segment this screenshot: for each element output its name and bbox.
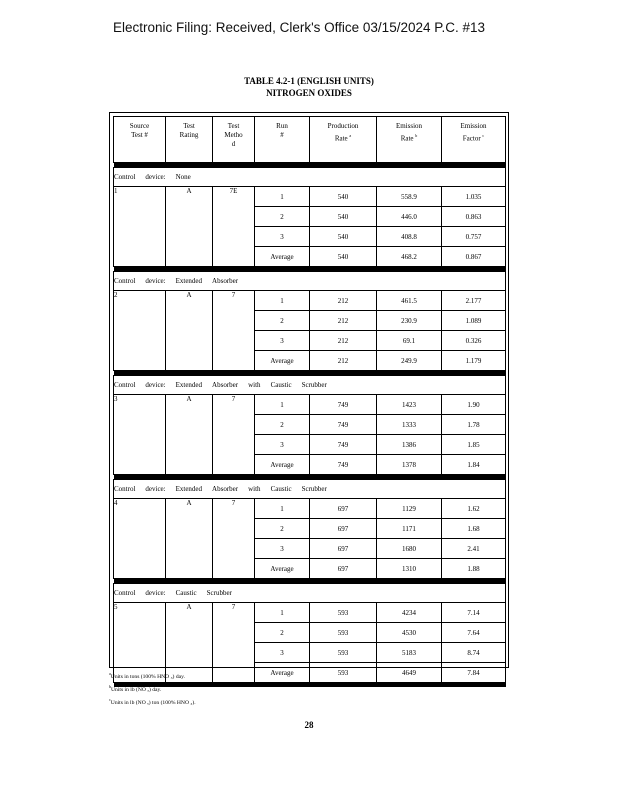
- run-cell: Average: [255, 455, 310, 475]
- control-device-word: Caustic: [270, 485, 292, 493]
- column-header-line: Run: [276, 122, 288, 130]
- column-header-line: Source: [129, 122, 150, 130]
- table-row: [114, 499, 506, 519]
- emission-rate-cell: 1310: [377, 559, 442, 579]
- emission-factor-cell: 1.85: [442, 435, 506, 455]
- control-device-row: [114, 376, 506, 395]
- control-device-word: Control: [114, 277, 136, 285]
- production-rate-cell: 212: [310, 291, 377, 311]
- column-header-line: Rate $^a$: [334, 133, 352, 143]
- control-device-word: Scrubber: [206, 589, 232, 597]
- control-device-word: with: [248, 485, 261, 493]
- footnotes: [109, 669, 196, 708]
- emission-rate-cell: 1171: [377, 519, 442, 539]
- emission-rate-cell: 249.9: [377, 351, 442, 371]
- production-rate-cell: 540: [310, 187, 377, 207]
- column-header: [442, 117, 506, 163]
- production-rate-cell: 697: [310, 559, 377, 579]
- filing-header: Electronic Filing: Received, Clerk's Office 03/15/2024 P.C. #13: [113, 20, 486, 35]
- emission-factor-cell: 0.326: [442, 331, 506, 351]
- run-cell: 3: [255, 435, 310, 455]
- control-device-word: Absorber: [212, 381, 239, 389]
- section-rule: [114, 475, 506, 479]
- run-cell: 2: [255, 623, 310, 643]
- table-title: TABLE 4.2-1 (ENGLISH UNITS): [244, 76, 374, 86]
- control-device-row: [114, 584, 506, 603]
- control-device-word: with: [248, 381, 261, 389]
- production-rate-cell: 212: [310, 311, 377, 331]
- control-device-word: Absorber: [212, 277, 239, 285]
- production-rate-cell: 212: [310, 331, 377, 351]
- run-cell: Average: [255, 559, 310, 579]
- control-device-word: Control: [114, 381, 136, 389]
- production-rate-cell: 749: [310, 395, 377, 415]
- emission-rate-cell: 461.5: [377, 291, 442, 311]
- table-row: [114, 187, 506, 207]
- production-rate-cell: 593: [310, 643, 377, 663]
- source-test-cell: 1: [114, 187, 166, 267]
- test-method-cell: 7: [213, 291, 255, 371]
- emission-factor-cell: 1.88: [442, 559, 506, 579]
- column-header-line: Test: [183, 122, 195, 130]
- emission-factor-cell: 1.089: [442, 311, 506, 331]
- emission-rate-cell: 1680: [377, 539, 442, 559]
- emission-rate-cell: 1129: [377, 499, 442, 519]
- run-cell: 3: [255, 643, 310, 663]
- run-cell: 3: [255, 227, 310, 247]
- column-header-line: Emission: [395, 122, 423, 130]
- control-device-row: [114, 272, 506, 291]
- emission-rate-cell: 4234: [377, 603, 442, 623]
- section-rule: [114, 267, 506, 271]
- emission-rate-cell: 69.1: [377, 331, 442, 351]
- emissions-table: [113, 116, 506, 687]
- run-cell: 1: [255, 291, 310, 311]
- emission-factor-cell: 8.74: [442, 643, 506, 663]
- emission-rate-cell: 230.9: [377, 311, 442, 331]
- footnote: $^b$Units in lb (NO ₓ) day.: [109, 683, 162, 693]
- run-cell: 1: [255, 395, 310, 415]
- production-rate-cell: 697: [310, 539, 377, 559]
- column-header-line: Metho: [224, 131, 243, 139]
- column-header: [166, 117, 213, 163]
- test-rating-cell: A: [166, 395, 213, 475]
- emission-factor-cell: 0.863: [442, 207, 506, 227]
- production-rate-cell: 540: [310, 227, 377, 247]
- test-rating-cell: A: [166, 603, 213, 683]
- column-header: [213, 117, 255, 163]
- emission-factor-cell: 7.64: [442, 623, 506, 643]
- control-device-word: Scrubber: [301, 485, 327, 493]
- production-rate-cell: 749: [310, 455, 377, 475]
- column-header: [255, 117, 310, 163]
- production-rate-cell: 697: [310, 519, 377, 539]
- emission-factor-cell: 0.757: [442, 227, 506, 247]
- column-header: [310, 117, 377, 163]
- emission-factor-cell: 1.84: [442, 455, 506, 475]
- production-rate-cell: 593: [310, 603, 377, 623]
- emission-factor-cell: 2.177: [442, 291, 506, 311]
- column-header-line: Production: [327, 122, 359, 130]
- emission-factor-cell: 7.14: [442, 603, 506, 623]
- control-device-word: Caustic: [270, 381, 292, 389]
- test-method-cell: 7: [213, 499, 255, 579]
- header-row: [114, 117, 506, 163]
- footnote: $^c$Units in lb (NO ₓ) ton (100% HNO ₃).: [109, 696, 196, 706]
- production-rate-cell: 749: [310, 415, 377, 435]
- run-cell: 2: [255, 207, 310, 227]
- column-header-line: Emission: [460, 122, 487, 130]
- control-device-word: Extended: [175, 277, 203, 285]
- production-rate-cell: 212: [310, 351, 377, 371]
- emission-rate-cell: 446.0: [377, 207, 442, 227]
- test-rating-cell: A: [166, 291, 213, 371]
- emission-factor-cell: 1.68: [442, 519, 506, 539]
- emission-factor-cell: 7.84: [442, 663, 506, 683]
- control-device-word: Control: [114, 173, 136, 181]
- emission-rate-cell: 1378: [377, 455, 442, 475]
- emission-rate-cell: 4530: [377, 623, 442, 643]
- run-cell: Average: [255, 663, 310, 683]
- control-device-word: device:: [145, 589, 166, 597]
- column-header-line: Rate $^b$: [400, 133, 418, 143]
- control-device-word: Control: [114, 589, 136, 597]
- run-cell: 2: [255, 519, 310, 539]
- production-rate-cell: 540: [310, 247, 377, 267]
- emission-rate-cell: 5183: [377, 643, 442, 663]
- footnote: $^a$Units in tons (100% HNO ₃) day.: [109, 671, 185, 680]
- emission-factor-cell: 1.90: [442, 395, 506, 415]
- control-device-word: Caustic: [175, 589, 197, 597]
- production-rate-cell: 593: [310, 663, 377, 683]
- production-rate-cell: 540: [310, 207, 377, 227]
- run-cell: 3: [255, 331, 310, 351]
- emission-factor-cell: 2.41: [442, 539, 506, 559]
- emission-rate-cell: 1386: [377, 435, 442, 455]
- emission-rate-cell: 468.2: [377, 247, 442, 267]
- source-test-cell: 4: [114, 499, 166, 579]
- run-cell: 3: [255, 539, 310, 559]
- emission-rate-cell: 1423: [377, 395, 442, 415]
- run-cell: 2: [255, 415, 310, 435]
- emission-rate-cell: 1333: [377, 415, 442, 435]
- table-row: [114, 291, 506, 311]
- column-header-line: Rating: [179, 131, 199, 139]
- emission-factor-cell: 1.179: [442, 351, 506, 371]
- control-device-word: device:: [145, 485, 166, 493]
- control-device-word: device:: [145, 277, 166, 285]
- table-row: [114, 395, 506, 415]
- control-device-word: None: [175, 173, 191, 181]
- column-header-line: d: [231, 140, 236, 148]
- column-header-line: Test: [227, 122, 240, 130]
- section-rule: [114, 579, 506, 583]
- test-method-cell: 7: [213, 395, 255, 475]
- column-header: [377, 117, 442, 163]
- source-test-cell: 2: [114, 291, 166, 371]
- emission-rate-cell: 558.9: [377, 187, 442, 207]
- emission-factor-cell: 1.035: [442, 187, 506, 207]
- column-header-line: #: [280, 131, 284, 139]
- test-method-cell: 7: [213, 603, 255, 683]
- test-rating-cell: A: [166, 187, 213, 267]
- control-device-word: Control: [114, 485, 136, 493]
- table-subtitle: NITROGEN OXIDES: [266, 88, 352, 98]
- control-device-word: Scrubber: [301, 381, 327, 389]
- production-rate-cell: 697: [310, 499, 377, 519]
- section-rule: [114, 371, 506, 375]
- source-test-cell: 3: [114, 395, 166, 475]
- run-cell: 1: [255, 499, 310, 519]
- production-rate-cell: 593: [310, 623, 377, 643]
- emission-factor-cell: 1.78: [442, 415, 506, 435]
- emission-factor-cell: 1.62: [442, 499, 506, 519]
- source-test-cell: 5: [114, 603, 166, 683]
- control-device-word: Extended: [175, 381, 203, 389]
- emission-rate-cell: 408.8: [377, 227, 442, 247]
- page-number: 28: [304, 720, 314, 730]
- control-device-word: device:: [145, 173, 166, 181]
- test-method-cell: 7E: [213, 187, 255, 267]
- control-device-word: device:: [145, 381, 166, 389]
- control-device-word: Extended: [175, 485, 203, 493]
- run-cell: 1: [255, 603, 310, 623]
- run-cell: 2: [255, 311, 310, 331]
- control-device-row: [114, 168, 506, 187]
- column-header-line: Factor $^c$: [462, 133, 485, 143]
- emission-rate-cell: 4649: [377, 663, 442, 683]
- emission-factor-cell: 0.867: [442, 247, 506, 267]
- header-rule: [114, 163, 506, 167]
- production-rate-cell: 749: [310, 435, 377, 455]
- test-rating-cell: A: [166, 499, 213, 579]
- control-device-row: [114, 480, 506, 499]
- run-cell: Average: [255, 247, 310, 267]
- column-header-line: Test #: [131, 131, 148, 139]
- run-cell: 1: [255, 187, 310, 207]
- column-header: [114, 117, 166, 163]
- table-row: [114, 603, 506, 623]
- control-device-word: Absorber: [212, 485, 239, 493]
- run-cell: Average: [255, 351, 310, 371]
